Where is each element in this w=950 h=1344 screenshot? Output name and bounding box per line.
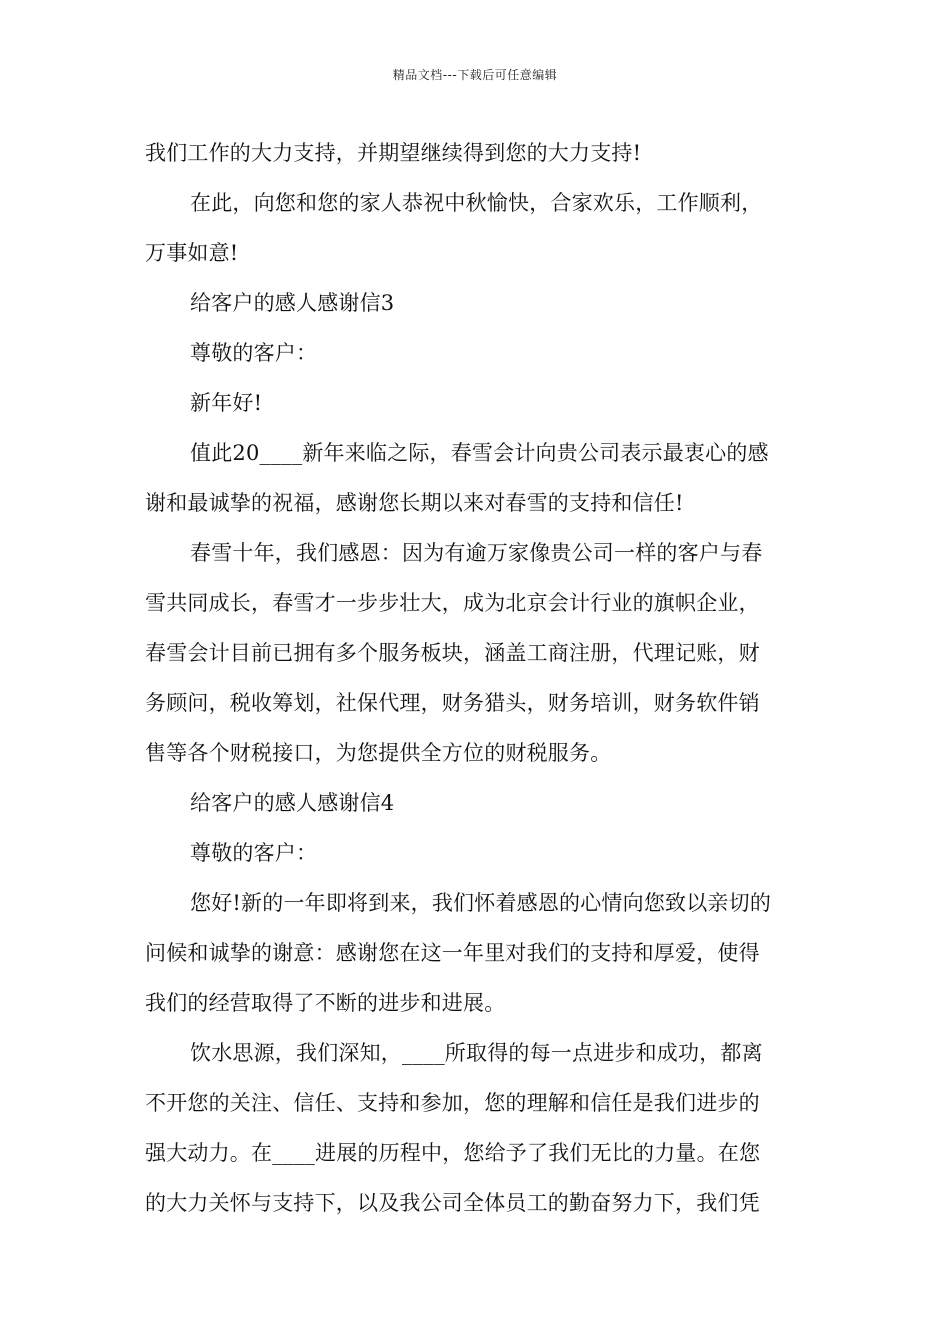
text-line: 谢和最诚挚的祝福，感谢您长期以来对春雪的支持和信任!: [145, 491, 684, 515]
text-line: 不开您的关注、信任、支持和参加，您的理解和信任是我们进步的: [145, 1091, 760, 1115]
text-line: 务顾问，税收筹划，社保代理，财务猎头，财务培训，财务软件销: [145, 691, 760, 715]
text-line: 您好!新的一年即将到来，我们怀着感恩的心情向您致以亲切的: [190, 891, 772, 915]
text-line: 售等各个财税接口，为您提供全方位的财税服务。: [145, 741, 612, 765]
text-line: 尊敬的客户：: [190, 341, 318, 365]
text-line: 雪共同成长，春雪才一步步壮大，成为北京会计行业的旗帜企业，: [145, 591, 760, 615]
text-line: 春雪会计目前已拥有多个服务板块，涵盖工商注册，代理记账，财: [145, 641, 760, 665]
text-line: 的大力关怀与支持下，以及我公司全体员工的勤奋努力下，我们凭: [145, 1191, 760, 1215]
text-line: 饮水思源，我们深知，____所取得的每一点进步和成功，都离: [190, 1041, 763, 1065]
text-line: 给客户的感人感谢信4: [190, 791, 395, 815]
text-line: 新年好!: [190, 391, 263, 415]
text-line: 春雪十年，我们感恩：因为有逾万家像贵公司一样的客户与春: [190, 541, 763, 565]
text-line: 值此20____新年来临之际，春雪会计向贵公司表示最衷心的感: [190, 441, 769, 465]
page-header: 精品文档---下载后可任意编辑: [392, 68, 558, 82]
text-line: 万事如意!: [145, 241, 239, 265]
document-body: [145, 128, 805, 1228]
text-line: 给客户的感人感谢信3: [190, 291, 395, 315]
text-line: 问候和诚挚的谢意：感谢您在这一年里对我们的支持和厚爱，使得: [145, 941, 760, 965]
text-line: 尊敬的客户：: [190, 841, 318, 865]
text-line: 在此，向您和您的家人恭祝中秋愉快，合家欢乐，工作顺利，: [190, 191, 763, 215]
text-line: 我们的经营取得了不断的进步和进展。: [145, 991, 506, 1015]
text-line: 强大动力。在____进展的历程中，您给予了我们无比的力量。在您: [145, 1141, 761, 1165]
text-line: 我们工作的大力支持，并期望继续得到您的大力支持!: [145, 141, 642, 165]
